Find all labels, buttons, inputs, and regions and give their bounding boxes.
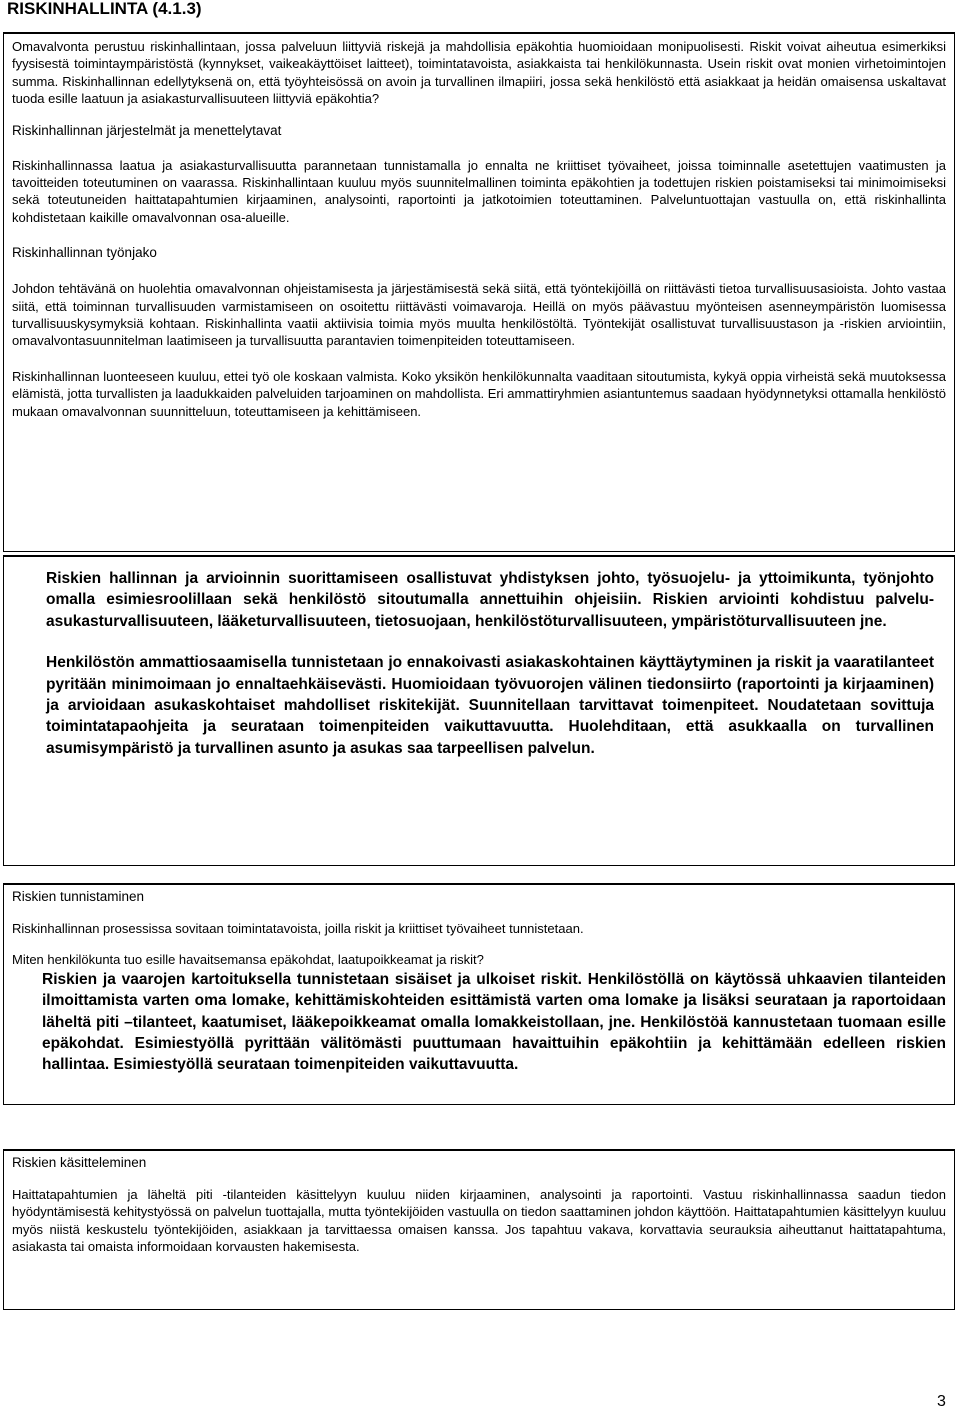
risk-assessment-answer-box — [3, 555, 955, 866]
division-subtitle: Riskinhallinnan työnjako — [12, 245, 157, 261]
page-number: 3 — [937, 1393, 946, 1410]
identification-paragraph: Riskinhallinnan prosessissa sovitaan toimintatavoista, joilla riskit ja kriittiset työvaiheet tunnistetaan. — [12, 921, 584, 936]
identification-subtitle: Riskien tunnistaminen — [12, 889, 145, 904]
risk-identification-box — [3, 883, 955, 1105]
risk-handling-box — [3, 1149, 955, 1310]
risk-management-intro-box — [3, 32, 955, 552]
systems-subtitle: Riskinhallinnan järjestelmät ja menettelytavat — [12, 122, 282, 138]
intro-paragraph: Omavalvonta perustuu riskinhallintaan, jossa palveluun liittyviä riskejä ja mahdollisia epäkohtia huomioidaan monipuolisesti. Riskit voivat aiheutua esimerkiksi fyysisestä toimintaympäristöstä (kynnykset, vaikeakäyttöiset laitteet), toimintatavoista, asiakkaista tai henkilökunnasta. Usein riskit ovat monien virhetoimintojen summa. Riskinhallinnan edellytyksenä on, että työyhteisössä on avoin ja turvallinen ilmapiiri, jossa sekä henkilöstö että asiakkaat ja heidän omaisensa uskaltavat tuoda esille laatuun ja asiakasturvallisuuteen liittyviä epäkohtia? — [12, 39, 946, 107]
page-heading: RISKINHALLINTA (4.1.3) — [7, 0, 202, 18]
handling-paragraph: Haittatapahtumien ja läheltä piti -tilanteiden käsittelyyn kuuluu niiden kirjaaminen, analysointi ja raportointi. Vastuu riskinhallinnassa saadun tiedon hyödyntämisestä kehitystyössä on palvelun tuottajalla, mutta työntekijöiden vastuulla on tiedon saattaminen johdon käyttöön. Haittatapahtumien käsittelyyn kuuluu myös niistä keskustelu työntekijöiden, asiakkaan ja tarvittaessa omaisen kanssa. Jos tapahtuu vakava, korvattavia seurauksia aiheuttanut haittatapahtuma, asiakasta tai omaista informoidaan korvausten hakemisesta. — [12, 1187, 946, 1255]
participants-answer: Riskien hallinnan ja arvioinnin suorittamiseen osallistuvat yhdistyksen johto, työsuojelu- ja yttoimikunta, työnjohto omalla esimiesroolillaan sekä henkilöstö sitoutumalla annettuihin ohjeisiin. Riskien arviointi kohdistuu palvelu-asukasturvallisuuteen, lääketurvallisuuteen, tietosuojaan, henkilöstöturvallisuuteen, ympäristöturvallisuuteen jne. — [46, 570, 934, 630]
identification-question: Miten henkilökunta tuo esille havaitsemansa epäkohdat, laatupoikkeamat ja riskit? — [12, 952, 484, 968]
identification-answer: Riskien ja vaarojen kartoituksella tunnistetaan sisäiset ja ulkoiset riskit. Henkilöstöllä on käytössä uhkaavien tilanteiden ilmoittamista varten oma lomake, kehittämiskohteiden esittämistä varten oma lomake ja lisäksi seurataan ja raportoidaan läheltä piti –tilanteet, kaatumiset, lääkepoikkeamat omalla lomakkeistollaan, jne. Henkilöstöä kannustetaan tuomaan esille epäkohdat. Esimiestyöllä pyrittään välitömästi puuttumaan havaittuihin epäkohtiin ja kehittämään edelleen riskien hallintaa. Esimiestyöllä seurataan toimenpiteiden vaikuttavuutta. — [42, 970, 946, 1074]
competence-answer: Henkilöstön ammattiosaamisella tunnistetaan jo ennakoivasti asiakaskohtainen käyttäytyminen ja riskit ja vaaratilanteet pyritään minimoimaan jo ennaltaehkäisevästi. Huomioidaan työvuorojen välinen tiedonsiirto (raportointi ja kirjaaminen) ja arvioidaan asukaskohtaiset mahdolliset riskitekijät. Suunnitellaan tarvittavat toimenpiteet. Noudatetaan sovittuja toimintatapaohjeita ja seurataan toimenpiteiden vaikuttavuutta. Huolehditaan, että asukkaalla on turvallinen asumisympäristö ja turvallinen asunto ja asukas saa tarpeellisen palvelun. — [46, 654, 934, 757]
nature-paragraph: Riskinhallinnan luonteeseen kuuluu, ettei työ ole koskaan valmista. Koko yksikön henkilökunnalta vaaditaan sitoutumista, kykyä oppia virheistä sekä muutoksessa elämistä, jotta turvallisten ja laadukkaiden palveluiden tarjoaminen on mahdollista. Eri ammattiryhmien asiantuntemus saadaan hyödynnetyksi ottamalla henkilöstö mukaan omavalvonnan suunnitteluun, toteuttamiseen ja kehittämiseen. — [12, 368, 946, 419]
systems-paragraph: Riskinhallinnassa laatua ja asiakasturvallisuutta parannetaan tunnistamalla jo ennalta ne kriittiset työvaiheet, joissa toiminnalle asetettujen vaatimusten ja tavoitteiden toteutuminen on vaarassa. Riskinhallintaan kuuluu myös suunnitelmallinen toiminta epäkohtien ja todettujen riskien poistamiseksi tai minimoimiseksi sekä toteutuneiden haittatapahtumien kirjaaminen, analysointi, raportointi ja jatkotoimien toteuttaminen. Palveluntuottajan vastuulla on, että riskinhallinta kohdistetaan kaikille omavalvonnan osa-alueille. — [12, 157, 946, 225]
handling-subtitle: Riskien käsitteleminen — [12, 1155, 147, 1170]
division-paragraph: Johdon tehtävänä on huolehtia omavalvonnan ohjeistamisesta ja järjestämisestä sekä siitä, että työntekijöillä on riittävästi tietoa turvallisuusasioista. Johto vastaa siitä, että toiminnan turvallisuuden varmistamiseen on osoitettu riittävästi voimavaroja. Heillä on myös päävastuu myönteisen asenneympäristön luomisessa turvallisuuskysymyksiä kohtaan. Riskinhallinta vaatii aktiivisia toimia myös muulta henkilöstöltä. Työntekijät osallistuvat turvallisuustason ja -riskien arviointiin, omavalvontasuunnitelman laatimiseen ja turvallisuutta parantavien toimenpiteiden toteuttamiseen. — [12, 281, 946, 349]
